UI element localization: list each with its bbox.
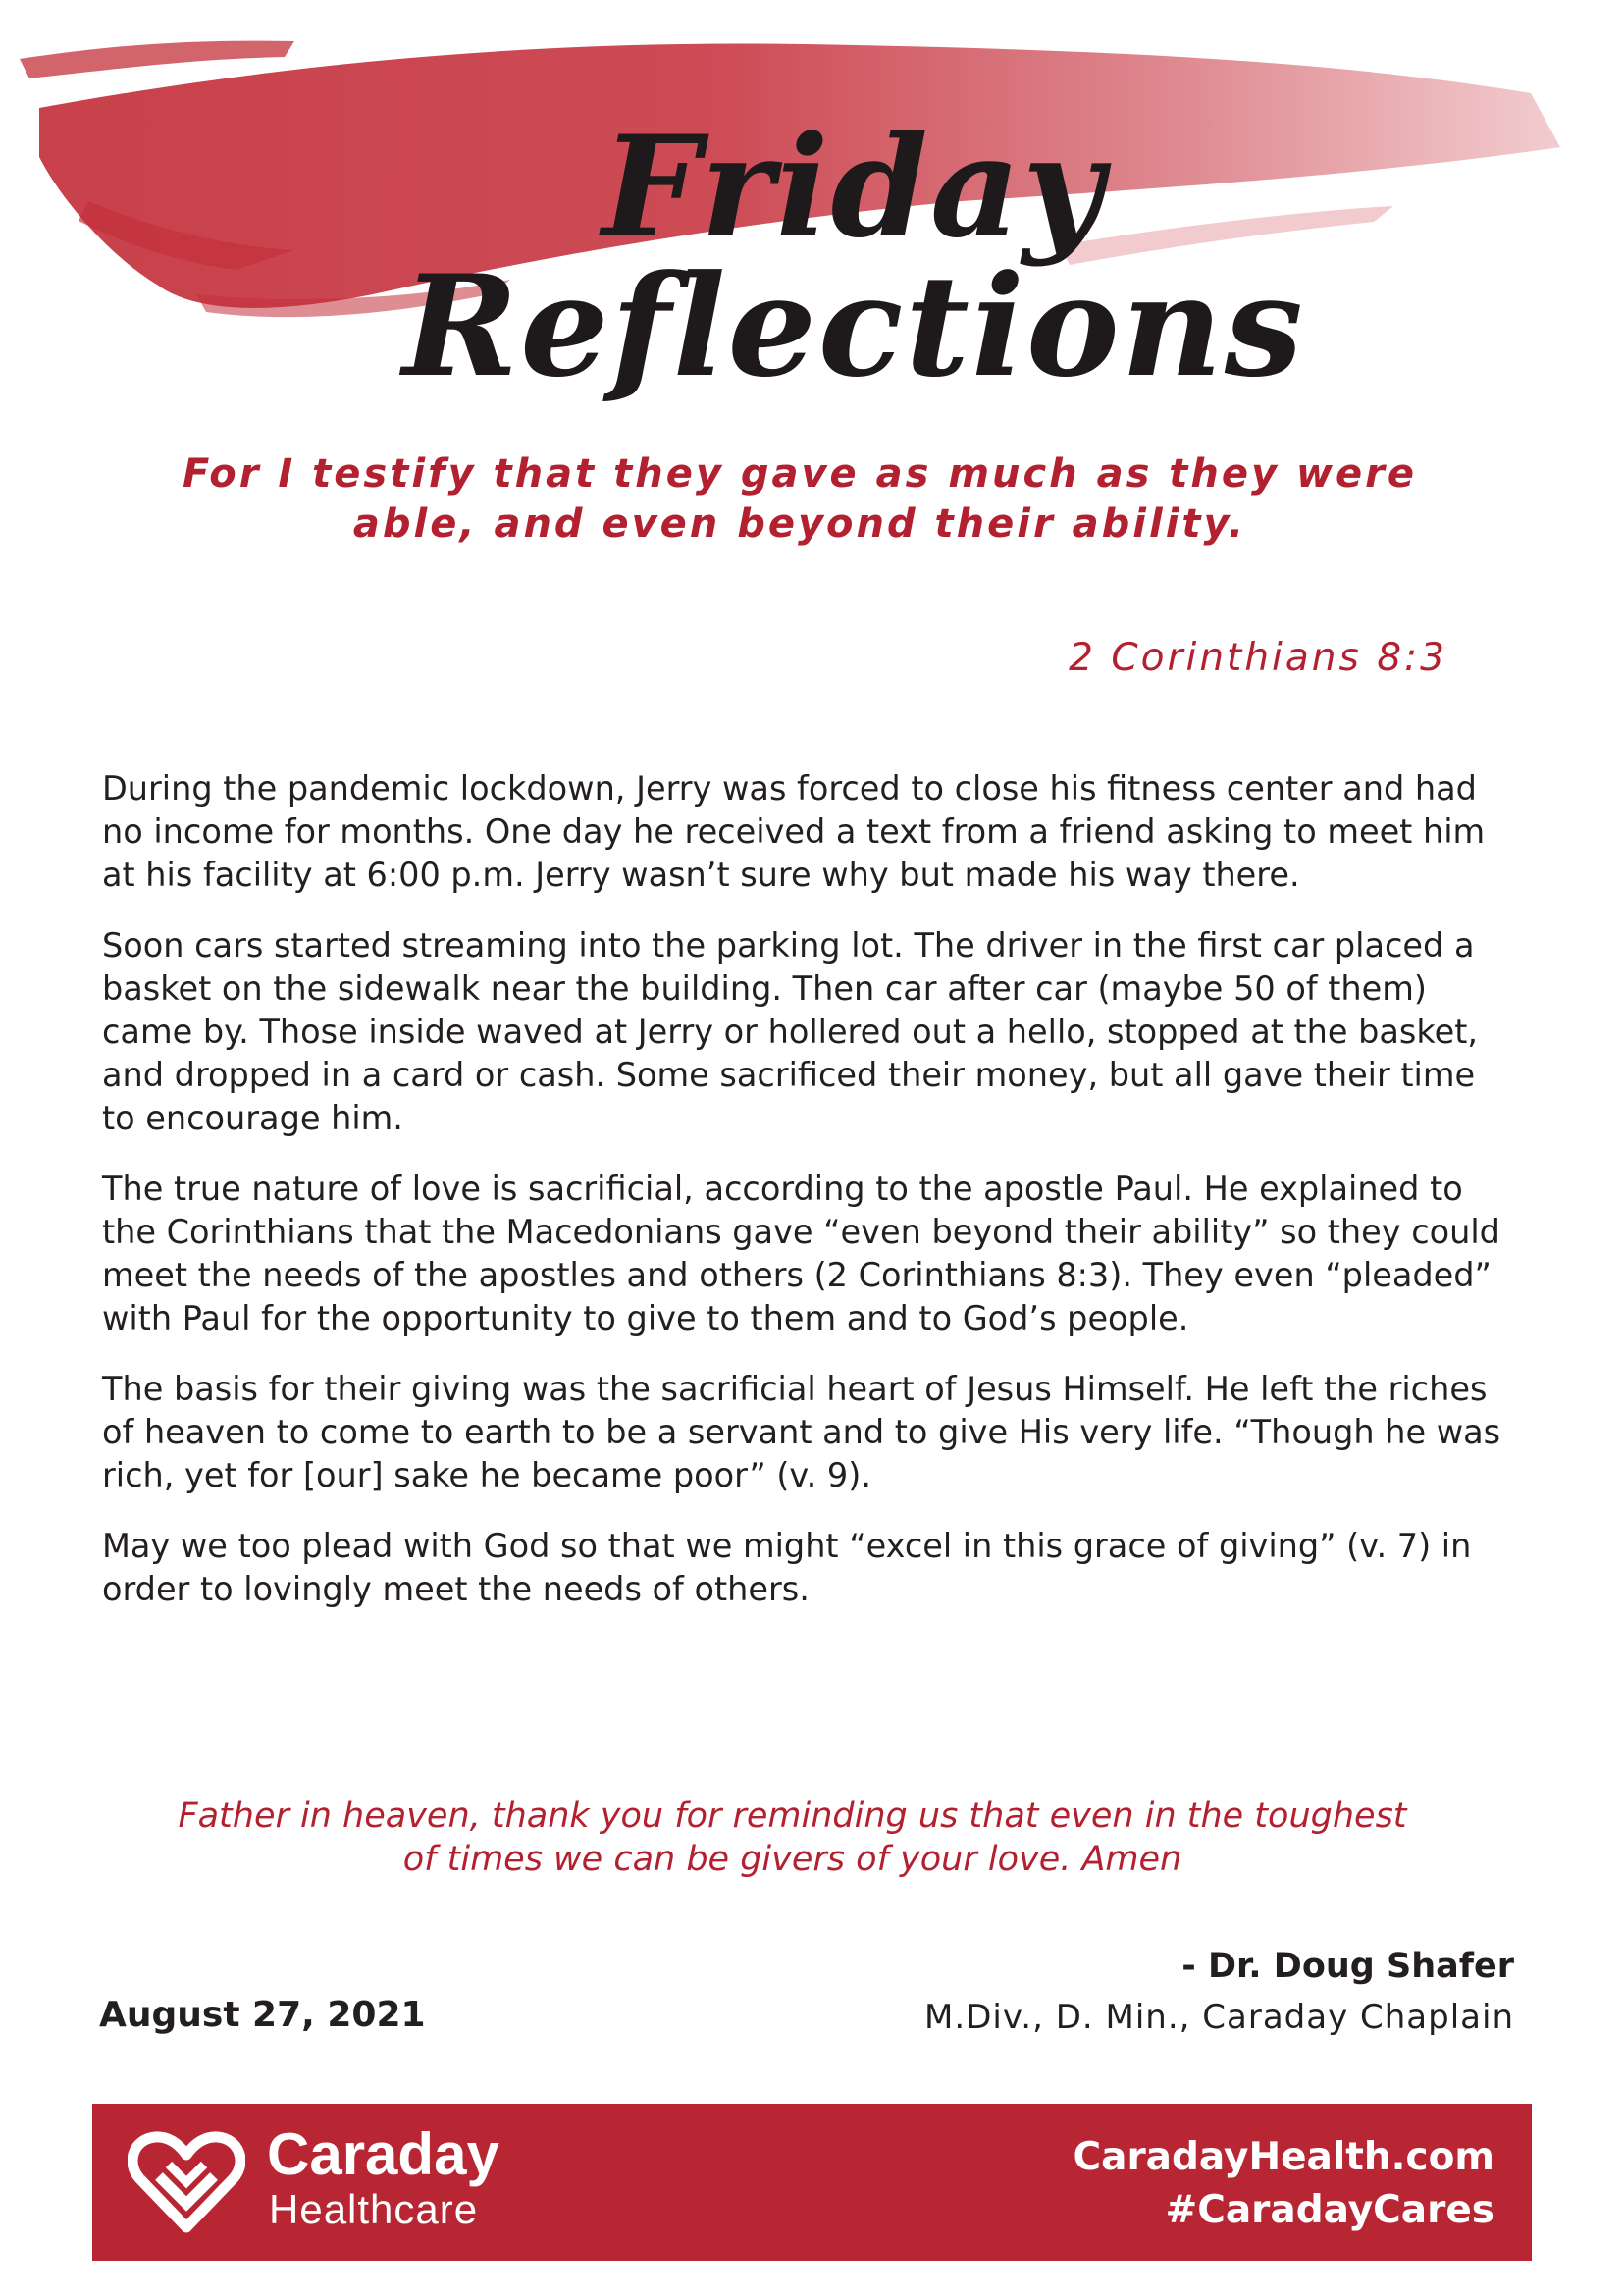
- website-link[interactable]: CaradayHealth.com: [1073, 2135, 1494, 2179]
- author-name: - Dr. Doug Shafer: [1181, 1947, 1514, 1986]
- closing-prayer: Father in heaven, thank you for reminding us that even in the toughest of times we can be givers of your love. Amen: [178, 1797, 1407, 1879]
- publication-date: August 27, 2021: [99, 1995, 426, 2035]
- scripture-reference: 2 Corinthians 8:3: [1069, 636, 1447, 680]
- footer-bar: [92, 2104, 1532, 2261]
- heart-chevron-icon: [128, 2129, 245, 2237]
- paragraph: The basis for their giving was the sacrificial heart of Jesus Himself. He left the riches of heaven to come to earth to be a servant and to give His very life. “Though he was rich, yet for [our] sake he became poor” (v. 9).: [102, 1370, 1501, 1494]
- paragraph: May we too plead with God so that we might “excel in this grace of giving” (v. 7) in order to lovingly meet the needs of others.: [102, 1527, 1472, 1608]
- header-banner: [0, 0, 1624, 408]
- footer-links: [1074, 2131, 1495, 2237]
- page-title: Friday Reflections: [402, 106, 1305, 408]
- hashtag: #CaradayCares: [1165, 2188, 1494, 2232]
- paragraph: The true nature of love is sacrificial, according to the apostle Paul. He explained to the Corinthians that the Macedonians gave “even beyond their ability” so they could meet the needs of the apostles and others (2 Corinthians 8:3). They even “pleaded” with Paul for the opportunity to give to them and to God’s people.: [102, 1170, 1500, 1337]
- reflection-body: [102, 767, 1515, 1639]
- author-credentials: M.Div., D. Min., Caraday Chaplain: [924, 1998, 1514, 2037]
- brand-logo: [267, 2123, 499, 2233]
- brand-subtitle: Healthcare: [269, 2186, 479, 2232]
- brand-name: Caraday: [267, 2121, 499, 2187]
- paragraph: During the pandemic lockdown, Jerry was forced to close his fitness center and had no income for months. One day he received a text from a friend asking to meet him at his facility at 6:00 p.m. Jerry wasn’t sure why but made his way there.: [102, 769, 1486, 894]
- paragraph: Soon cars started streaming into the parking lot. The driver in the first car placed a basket on the sidewalk near the building. Then car after car (maybe 50 of them) came by. Those inside waved at Jerry or hollered out a hello, stopped at the basket, and dropped in a card or cash. Some sacrificed their money, but all gave their time to encourage him.: [102, 926, 1478, 1137]
- scripture-quote: For I testify that they gave as much as they were able, and even beyond their ability.: [183, 451, 1417, 547]
